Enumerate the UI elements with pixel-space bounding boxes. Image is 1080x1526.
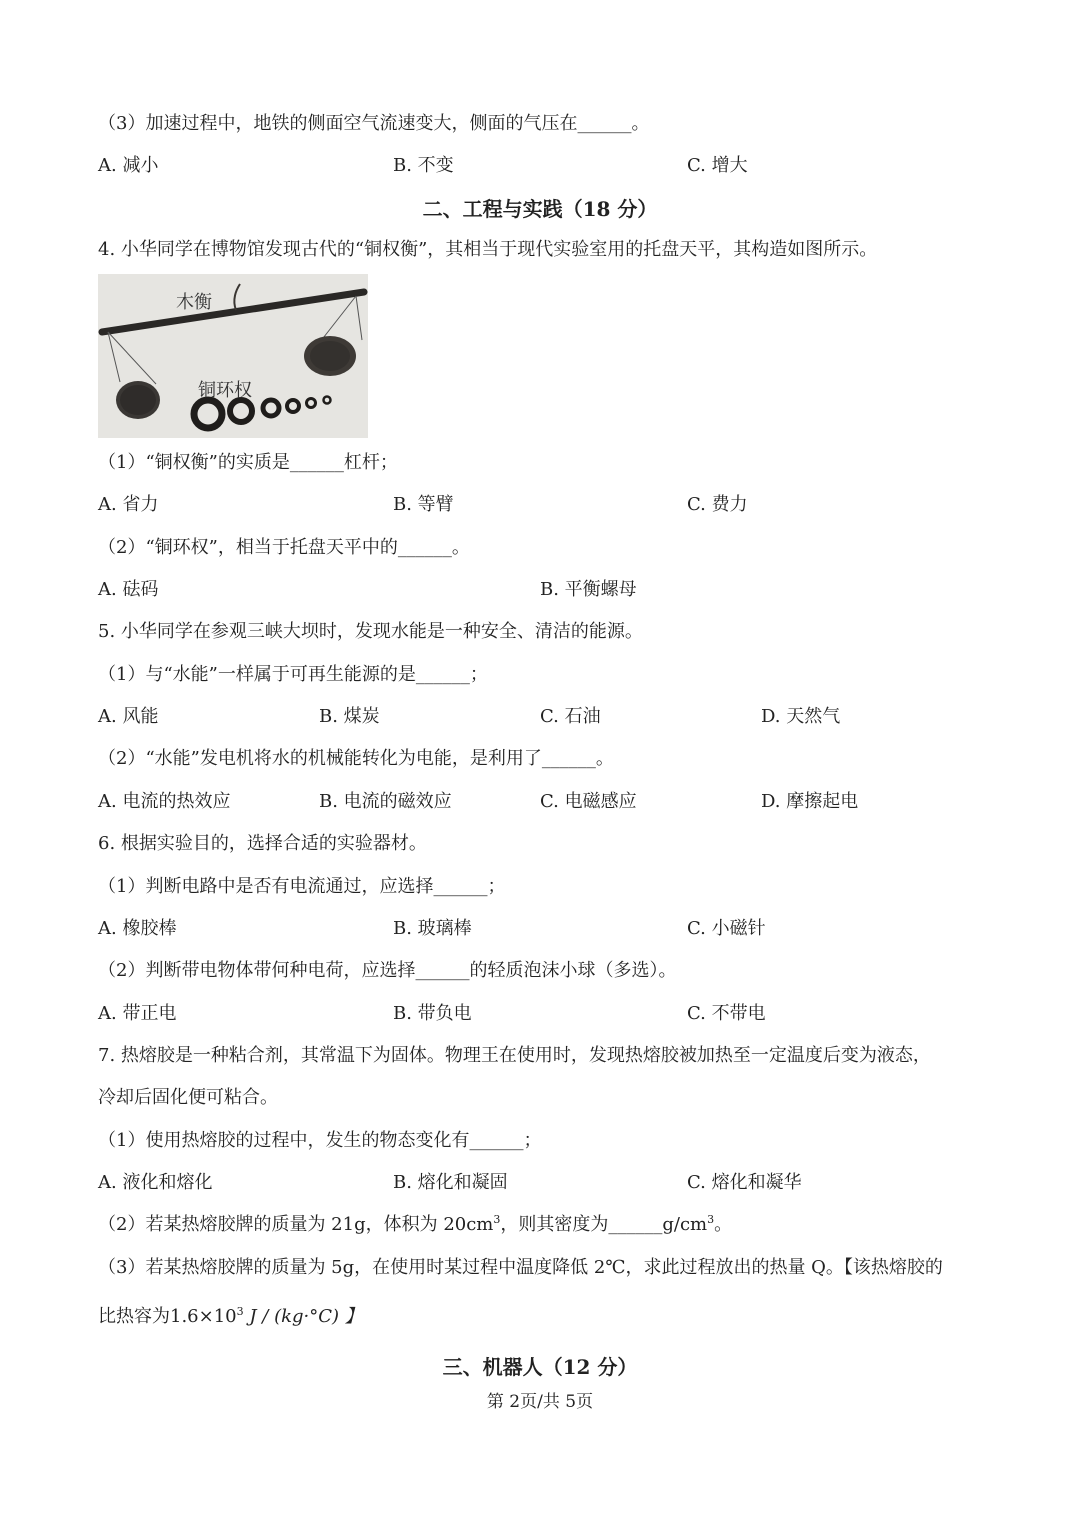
q5-sub2-option-c: C. 电磁感应	[540, 791, 637, 812]
q5-sub2-option-a: A. 电流的热效应	[98, 791, 231, 812]
q6-sub2-option-c: C. 不带电	[687, 1003, 766, 1024]
q5-sub1-text: （1）与“水能”一样属于可再生能源的是______；	[98, 664, 488, 685]
q4-sub1-option-c: C. 费力	[687, 494, 748, 515]
q5-stem: 5. 小华同学在参观三峡大坝时，发现水能是一种安全、清洁的能源。	[98, 621, 643, 642]
q7-sub1-option-b: B. 熔化和凝固	[393, 1172, 508, 1193]
q7-sub3-line2-post: J / (kg·°C) 】	[243, 1306, 363, 1327]
q5-sub2-option-b: B. 电流的磁效应	[319, 791, 452, 812]
q6-sub1-option-b: B. 玻璃棒	[393, 918, 472, 939]
q7-sub2-sup2: 3	[707, 1213, 715, 1226]
section2-title: 二、工程与实践（18 分）	[422, 197, 658, 221]
q6-stem: 6. 根据实验目的，选择合适的实验器材。	[98, 833, 427, 854]
q7-sub1-text: （1）使用热熔胶的过程中，发生的物态变化有______；	[98, 1130, 542, 1151]
q5-sub2-text: （2）“水能”发电机将水的机械能转化为电能，是利用了______。	[98, 748, 614, 769]
q7-sub1-option-c: C. 熔化和凝华	[687, 1172, 802, 1193]
q4-stem: 4. 小华同学在博物馆发现古代的“铜权衡”，其相当于现代实验室用的托盘天平，其构造如图所示。	[98, 239, 878, 260]
q4-sub1-option-a: A. 省力	[98, 494, 159, 515]
q7-sub2-sup1: 3	[493, 1213, 501, 1226]
q7-stem-line2: 冷却后固化便可粘合。	[98, 1087, 278, 1108]
q7-sub2-text	[98, 1213, 732, 1237]
ring-weights-label: 铜环权	[198, 380, 252, 401]
q6-sub1-option-c: C. 小磁针	[687, 918, 766, 939]
q5-sub1-option-a: A. 风能	[98, 706, 159, 727]
q7-sub3-line2	[98, 1305, 363, 1329]
q7-sub3-line2-sup: 3	[236, 1305, 244, 1318]
q5-sub1-option-d: D. 天然气	[761, 706, 841, 727]
q7-sub2-post: 。	[714, 1214, 733, 1235]
q7-sub2-mid: ，则其密度为______g/cm	[500, 1214, 708, 1235]
q6-sub1-text: （1）判断电路中是否有电流通过，应选择______；	[98, 876, 506, 897]
q3-sub3-text: （3）加速过程中，地铁的侧面空气流速变大，侧面的气压在______。	[98, 113, 650, 134]
q7-sub3-line1: （3）若某热熔胶牌的质量为 5g，在使用时某过程中温度降低 2℃，求此过程放出的热量 Q。【该热熔胶的	[98, 1257, 943, 1278]
q7-stem-line1: 7. 热熔胶是一种粘合剂，其常温下为固体。物理王在使用时，发现热熔胶被加热至一定温度后变为液态，	[98, 1045, 931, 1066]
section3-title: 三、机器人（12 分）	[442, 1355, 638, 1379]
q6-sub2-option-a: A. 带正电	[98, 1003, 177, 1024]
q7-sub2-pre: （2）若某热熔胶牌的质量为 21g，体积为 20cm	[98, 1214, 494, 1235]
q6-sub2-text: （2）判断带电物体带何种电荷，应选择______的轻质泡沫小球（多选）。	[98, 960, 677, 981]
q3-sub3-option-b: B. 不变	[393, 155, 454, 176]
q5-sub1-option-b: B. 煤炭	[319, 706, 380, 727]
copper-balance-illustration	[98, 274, 368, 438]
copper-balance-photo	[98, 274, 368, 438]
q4-sub1-text: （1）“铜权衡”的实质是______杠杆；	[98, 452, 398, 473]
page-footer: 第 2页/共 5页	[486, 1392, 594, 1412]
q3-sub3-option-a: A. 减小	[98, 155, 159, 176]
q7-sub1-option-a: A. 液化和熔化	[98, 1172, 213, 1193]
q7-sub3-line2-pre: 比热容为1.6×10	[98, 1306, 237, 1327]
q4-sub1-option-b: B. 等臂	[393, 494, 454, 515]
q4-sub2-text: （2）“铜环权”，相当于托盘天平中的______。	[98, 537, 470, 558]
q3-sub3-option-c: C. 增大	[687, 155, 748, 176]
beam-label: 木衡	[176, 292, 212, 313]
q5-sub2-option-d: D. 摩擦起电	[761, 791, 859, 812]
q4-sub2-option-b: B. 平衡螺母	[540, 579, 637, 600]
q6-sub2-option-b: B. 带负电	[393, 1003, 472, 1024]
q5-sub1-option-c: C. 石油	[540, 706, 601, 727]
q4-sub2-option-a: A. 砝码	[98, 579, 159, 600]
q6-sub1-option-a: A. 橡胶棒	[98, 918, 177, 939]
